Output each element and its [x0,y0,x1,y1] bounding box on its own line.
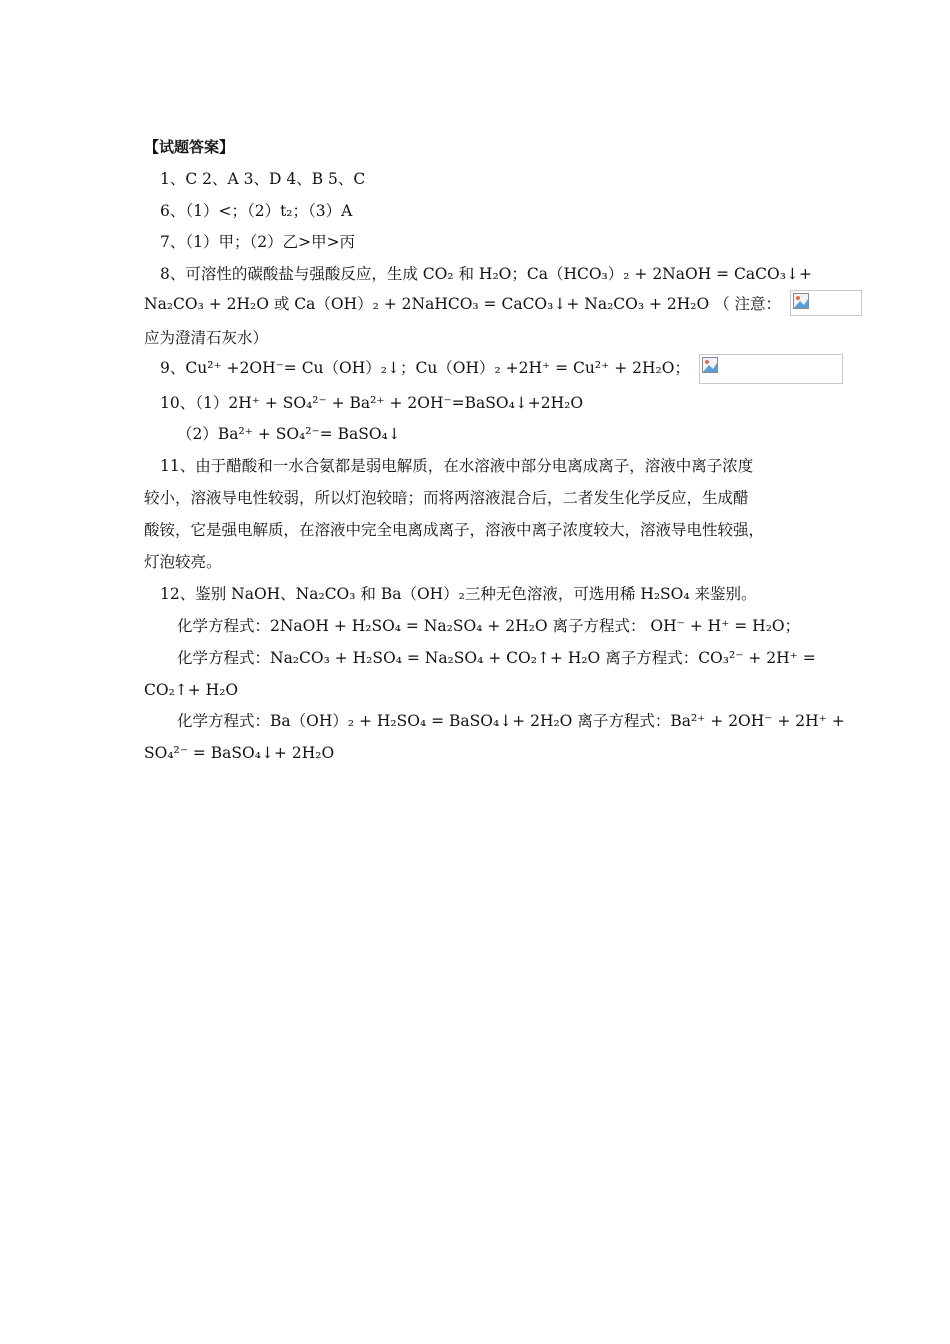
answer-9-text: 9、Cu²⁺ +2OH⁻= Cu（OH）₂↓；Cu（OH）₂ +2H⁺ = Cu²⁺ + 2H₂O； [160,359,690,377]
answer-8-line3: 应为澄清石灰水） [144,329,269,347]
answer-11-line2: 较小，溶液导电性较弱，所以灯泡较暗；而将两溶液混合后，二者发生化学反应，生成醋 [144,489,749,507]
answer-10-line2: （2）Ba²⁺ + SO₄²⁻= BaSO₄↓ [177,425,401,443]
answer-11-line3: 酸铵，它是强电解质，在溶液中完全电离成离子，溶液中离子浓度较大，溶液导电性较强， [144,521,765,539]
answer-9 [160,354,840,384]
answer-8-line1: 8、可溶性的碳酸盐与强酸反应，生成 CO₂ 和 H₂O；Ca（HCO₃）₂ + 2NaOH = CaCO₃↓+ [160,265,812,283]
answer-8-line2-text: Na₂CO₃ + 2H₂O 或 Ca（OH）₂ + 2NaHCO₃ = CaCO₃↓+ Na₂CO₃ + 2H₂O （ 注意： [144,295,782,313]
broken-image-icon [702,357,718,373]
answer-12-eq2b: CO₂↑+ H₂O [144,681,239,699]
answer-11-line1: 11、由于醋酸和一水合氨都是弱电解质，在水溶液中部分电离成离子，溶液中离子浓度 [160,457,754,475]
embedded-image-placeholder [790,290,862,316]
answer-7: 7、（1）甲；（2）乙>甲>丙 [160,233,356,251]
answer-12-eq2a: 化学方程式：Na₂CO₃ + H₂SO₄ = Na₂SO₄ + CO₂↑+ H₂O 离子方程式：CO₃²⁻ + 2H⁺ = [177,649,816,667]
answer-12-eq1: 化学方程式：2NaOH + H₂SO₄ = Na₂SO₄ + 2H₂O 离子方程式： OH⁻ + H⁺ = H₂O； [177,617,801,635]
broken-image-icon [793,293,809,309]
answer-12-eq3a: 化学方程式：Ba（OH）₂ + H₂SO₄ = BaSO₄↓+ 2H₂O 离子方程式：Ba²⁺ + 2OH⁻ + 2H⁺ + [177,712,845,730]
answer-8-line2 [144,292,824,318]
embedded-image-placeholder [699,354,843,384]
answers-1-5: 1、C 2、A 3、D 4、B 5、C [160,170,366,188]
answer-heading: 【试题答案】 [144,138,235,156]
answer-12-eq3b: SO₄²⁻ = BaSO₄↓+ 2H₂O [144,744,335,762]
answer-6: 6、（1）<；（2）t₂；（3）A [160,202,353,220]
answer-10-line1: 10、（1）2H⁺ + SO₄²⁻ + Ba²⁺ + 2OH⁻=BaSO₄↓+2H₂O [160,394,584,412]
answer-11-line4: 灯泡较亮。 [144,553,222,571]
answer-12-intro: 12、鉴别 NaOH、Na₂CO₃ 和 Ba（OH）₂三种无色溶液，可选用稀 H₂SO₄ 来鉴别。 [160,585,757,603]
